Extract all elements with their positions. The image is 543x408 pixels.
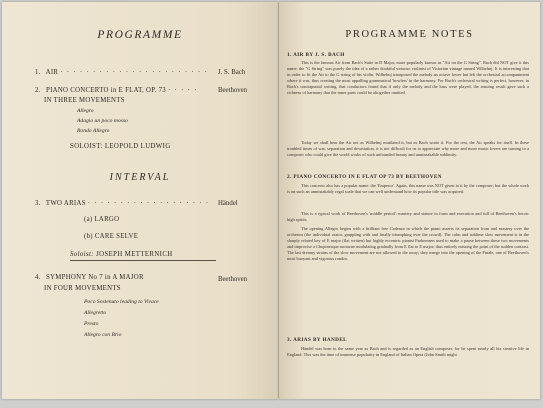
soloist-name: JOSEPH METTERNICH xyxy=(96,251,173,258)
movement: Allegro xyxy=(77,108,94,114)
movement: Poco Sostenuto leading to Vivace xyxy=(84,299,159,305)
note-paragraph: This concerto also has a popular name: the 'Emperor'. Again, this name was NOT given to it by the composer; but the whole work is on such an unmistakably regal scale that we can well understand how its popular title was acquired. xyxy=(287,183,529,195)
soloist-line xyxy=(70,251,173,258)
item-title: AIR xyxy=(45,69,59,76)
aria-b: (b) CARE SELVE xyxy=(84,233,139,240)
note-heading: 1. AIR BY J. S. BACH xyxy=(287,52,345,58)
movement: Adagio un poco mosso xyxy=(77,118,128,124)
item-number: 4. xyxy=(35,274,41,281)
item-number: 1. xyxy=(35,69,41,76)
item-number: 3. xyxy=(35,200,41,207)
programme-page xyxy=(2,2,278,399)
soloist-name: LEOPOLD LUDWIG xyxy=(104,143,171,150)
programme-notes-page xyxy=(279,2,540,399)
item-composer: J. S. Bach xyxy=(218,69,246,76)
note-paragraph: Händel was born in the same year as Bach and is regarded as an English composer, for he spent nearly all his creative life in England. This was the time of immense popularity in England of Italian Opera (John Smith might xyxy=(287,346,529,358)
page-title: PROGRAMME NOTES xyxy=(345,29,474,40)
note-paragraph: This is the famous Air from Bach's Suite in D Major, more popularly known as "Air on the G String". Bach did NOT give it this name; the "G String" was purely the idea of a rather doubtful virtuoso violinist of Victorian vintage named Wilhelmj. It is interesting that in order to fit the Air to the G string of his violin, Wilhelmj transposed the melody an octave lower but left the orchestral accompaniment where it was, thus creating the most appalling grammatical 'howlers' in the harmony. For Bach's orchestral writing is perfect, however, in Bach's contrapuntal writing, that conductors found that if only the melody and the bass were played, the ensuing result gave such a richness of harmony that the inner parts could be altogether omitted. xyxy=(287,60,529,96)
item-title: TWO ARIAS xyxy=(45,200,86,207)
soloist-line xyxy=(70,143,171,150)
item-subtitle: IN FOUR MOVEMENTS xyxy=(44,285,121,292)
item-composer: Händel xyxy=(218,200,238,207)
programme-item-concerto: 2. PIANO CONCERTO in E FLAT, OP. 73 · · · · · xyxy=(35,87,198,94)
item-composer: Beethoven xyxy=(218,87,248,94)
note-paragraph: Today we shall hear the Air not as Wilhelmj mutilated it, but as Bach wrote it. For the rest, the Air speaks for itself. In these troubled times of war, separation and devastation, it is not difficult for us to appreciate why more and more music lovers are turning to a composer who could give the world works of such unfounded beauty and unmistakable sublimity. xyxy=(287,140,529,158)
programme-item-symphony xyxy=(35,274,144,281)
item-subtitle: IN THREE MOVEMENTS xyxy=(44,97,125,104)
movement: Allegretto xyxy=(84,310,107,316)
item-number: 2. xyxy=(35,87,41,94)
programme-item-arias: 3. TWO ARIAS · · · · · · · · · · · · · · · · · · · xyxy=(35,200,210,207)
item-title: SYMPHONY No 7 in A MAJOR xyxy=(46,274,144,281)
programme-item-air: 1. AIR · · · · · · · · · · · · · · · · · · · · · · · xyxy=(35,69,209,76)
interval-heading: INTERVAL xyxy=(109,172,171,183)
movement: Allegro con Brio xyxy=(84,332,122,338)
divider xyxy=(70,260,216,261)
movement: Presto xyxy=(84,321,99,327)
page-title: PROGRAMME xyxy=(97,29,183,41)
note-heading: 3. ARIAS BY HANDEL xyxy=(287,337,348,343)
aria-a: (a) LARGO xyxy=(84,216,120,223)
note-paragraph: This is a typical work of Beethoven's 'middle period': mastery and stature in form and execution and full of Beethoven's heroic high spirits. xyxy=(287,211,529,223)
note-heading: 2. PIANO CONCERTO IN E FLAT OP 73 BY BEETHOVEN xyxy=(287,174,442,180)
movement: Rondo Allegro xyxy=(77,128,110,134)
note-paragraph: The opening Allegro begins with a brilliant free Cadenza in which the piano asserts its separation from and mastery over the orchestra (the individual orator, grappling with and finally triumphing over the crowd). The calm and sublime slow movement is in the sharply related key of E major (flat written) but highly eccentric pianist Parhomsen used to make a pause between these two movements and improvise a Chopinesque nocturne modulating gradually from E flat to E major; thus entirely missing the point of the sudden contrast. The last dreamy strains of the slow movement are not allowed to die away; they merge into the opening of the Finale, one of Beethoven's most buoyant and vigorous rondos. xyxy=(287,226,529,262)
soloist-label: Soloist: xyxy=(70,251,94,258)
item-composer: Beethoven xyxy=(218,276,248,283)
soloist-label: SOLOIST: xyxy=(70,143,103,150)
item-title: PIANO CONCERTO in E FLAT, OP. 73 xyxy=(46,87,166,94)
